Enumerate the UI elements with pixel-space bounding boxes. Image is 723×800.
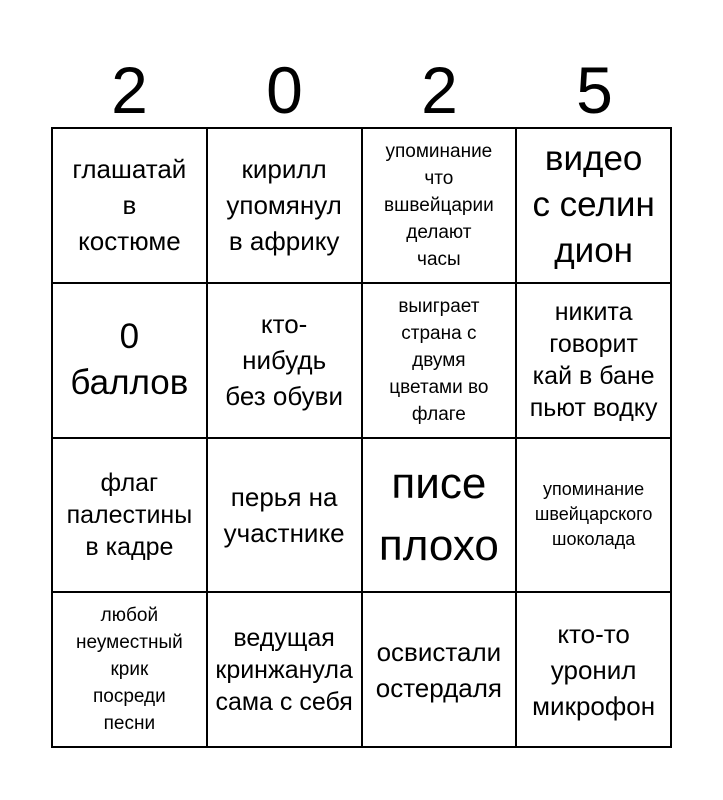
bingo-cell[interactable] [53,593,208,748]
bingo-cell-text: флаг палестины в кадре [66,468,193,561]
bingo-cell[interactable] [363,593,518,748]
bingo-cell[interactable] [53,129,208,284]
bingo-cell[interactable] [53,439,208,594]
bingo-cell-text: кто- нибудь без обуви [225,309,343,412]
bingo-cell-text: видео с селин дион [532,139,655,271]
bingo-cell-text: кирилл упомянул в африку [226,154,342,257]
bingo-cell[interactable] [53,284,208,439]
bingo-cell[interactable] [363,439,518,594]
bingo-cell[interactable] [208,129,363,284]
bingo-cell-text: перья на участнике [223,481,345,548]
header-digit: 0 [266,53,303,127]
bingo-cell[interactable] [363,129,518,284]
bingo-cell-text: упоминание что вшвейцарии делают часы [384,140,494,270]
bingo-cell-text: ведущая кринжанула сама с себя [215,623,353,716]
bingo-header [52,52,672,128]
bingo-cell[interactable] [517,284,672,439]
bingo-cell-text: упоминание швейцарского шоколада [534,479,653,550]
bingo-grid [51,127,672,748]
bingo-cell[interactable] [208,439,363,594]
bingo-cell[interactable] [363,284,518,439]
bingo-cell-text: писе плохо [378,458,499,570]
bingo-cell[interactable] [517,439,672,594]
bingo-cell[interactable] [517,129,672,284]
bingo-cell-text: выиграет страна с двумя цветами во флаге [389,295,489,425]
bingo-cell-text: глашатай в костюме [72,154,187,257]
bingo-cell[interactable] [208,284,363,439]
bingo-cell-text: кто-то уронил микрофон [532,618,656,721]
header-digit: 5 [576,53,613,127]
bingo-cell[interactable] [208,593,363,748]
bingo-cell-text: любой неуместный крик посреди песни [76,605,183,735]
bingo-cell-text: 0 баллов [70,317,189,403]
bingo-cell-text: освистали остердаля [375,636,503,703]
bingo-cell[interactable] [517,593,672,748]
header-digit: 2 [421,53,458,127]
header-digit: 2 [111,53,148,127]
bingo-cell-text: никита говорит кай в бане пьют водку [529,298,658,423]
